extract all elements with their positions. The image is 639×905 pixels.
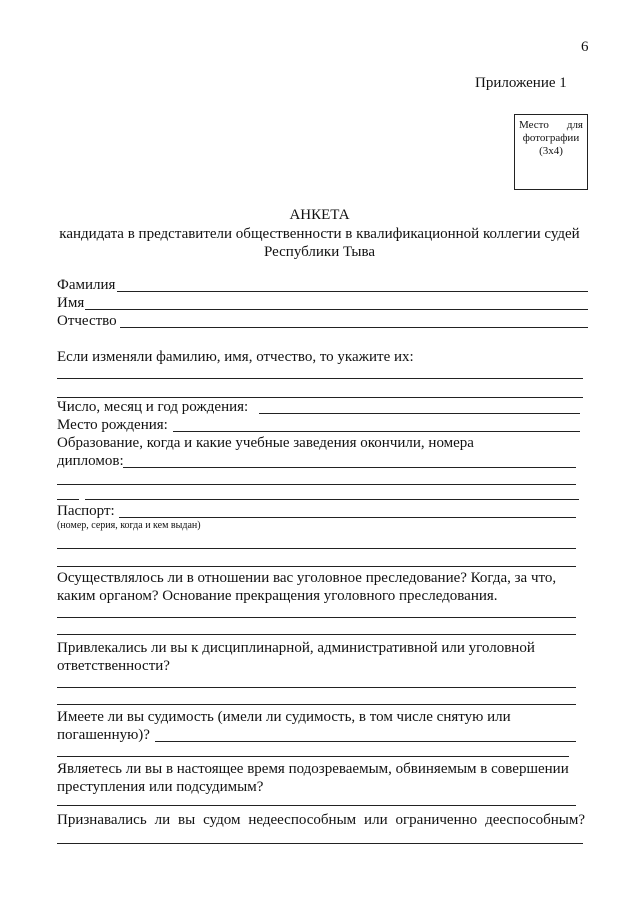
prosecution-field-1[interactable] <box>57 617 576 618</box>
patronymic-field[interactable] <box>120 327 588 328</box>
liability-question-cont: ответственности? <box>57 658 170 674</box>
surname-label: Фамилия <box>57 277 116 293</box>
passport-field-2[interactable] <box>57 548 576 549</box>
education-field-2[interactable] <box>57 484 576 485</box>
incapable-question: Признавались ли вы судом недееспособным или ограниченно дееспособным? <box>57 812 585 828</box>
surname-field[interactable] <box>117 291 588 292</box>
suspect-question-cont: преступления или подсудимым? <box>57 779 264 795</box>
education-field-3a[interactable] <box>57 499 79 500</box>
name-field[interactable] <box>85 309 588 310</box>
passport-field-3[interactable] <box>57 566 576 567</box>
birth-place-field[interactable] <box>173 431 580 432</box>
conviction-question-cont: погашенную)? <box>57 727 150 743</box>
prosecution-field-2[interactable] <box>57 634 576 635</box>
education-field-3b[interactable] <box>85 499 579 500</box>
prosecution-question: Осуществлялось ли в отношении вас уголовное преследование? Когда, за что, <box>57 570 557 586</box>
page-number: 6 <box>581 39 589 55</box>
liability-field-1[interactable] <box>57 687 576 688</box>
form-title: АНКЕТА <box>289 207 350 223</box>
birth-date-label: Число, месяц и год рождения: <box>57 399 249 415</box>
suspect-question: Являетесь ли вы в настоящее время подозреваемым, обвиняемым в совершении <box>57 761 569 777</box>
education-field-1[interactable] <box>123 467 576 468</box>
name-label: Имя <box>57 295 85 311</box>
passport-hint: (номер, серия, когда и кем выдан) <box>57 520 201 531</box>
passport-label: Паспорт: <box>57 503 115 519</box>
suspect-field-1[interactable] <box>57 805 576 806</box>
conviction-field-2[interactable] <box>57 756 569 757</box>
incapable-field-1[interactable] <box>57 843 583 844</box>
birth-date-field[interactable] <box>259 413 580 414</box>
form-subtitle: кандидата в представители общественности в квалификационной коллегии судей <box>59 226 580 242</box>
name-change-question: Если изменяли фамилию, имя, отчество, то укажите их: <box>57 349 414 365</box>
photo-box-label-for: для <box>566 119 583 131</box>
education-question-cont: дипломов: <box>57 453 124 469</box>
passport-field[interactable] <box>119 517 576 518</box>
name-change-field-1[interactable] <box>57 378 583 379</box>
conviction-field-1[interactable] <box>155 741 576 742</box>
form-subtitle-region: Республики Тыва <box>263 244 376 260</box>
photo-box-label-photo: фотографии <box>522 132 580 144</box>
birth-place-label: Место рождения: <box>57 417 168 433</box>
photo-box-label-place: Место <box>519 119 549 131</box>
conviction-question: Имеете ли вы судимость (имели ли судимость, в том числе снятую или <box>57 709 511 725</box>
patronymic-label: Отчество <box>57 313 117 329</box>
education-question: Образование, когда и какие учебные заведения окончили, номера <box>57 435 474 451</box>
prosecution-question-cont: каким органом? Основание прекращения уголовного преследования. <box>57 588 498 604</box>
photo-box-label-size: (3x4) <box>539 145 563 157</box>
appendix-label: Приложение 1 <box>475 75 567 91</box>
photo-placeholder-box <box>514 114 588 190</box>
liability-field-2[interactable] <box>57 704 576 705</box>
liability-question: Привлекались ли вы к дисциплинарной, административной или уголовной <box>57 640 535 656</box>
